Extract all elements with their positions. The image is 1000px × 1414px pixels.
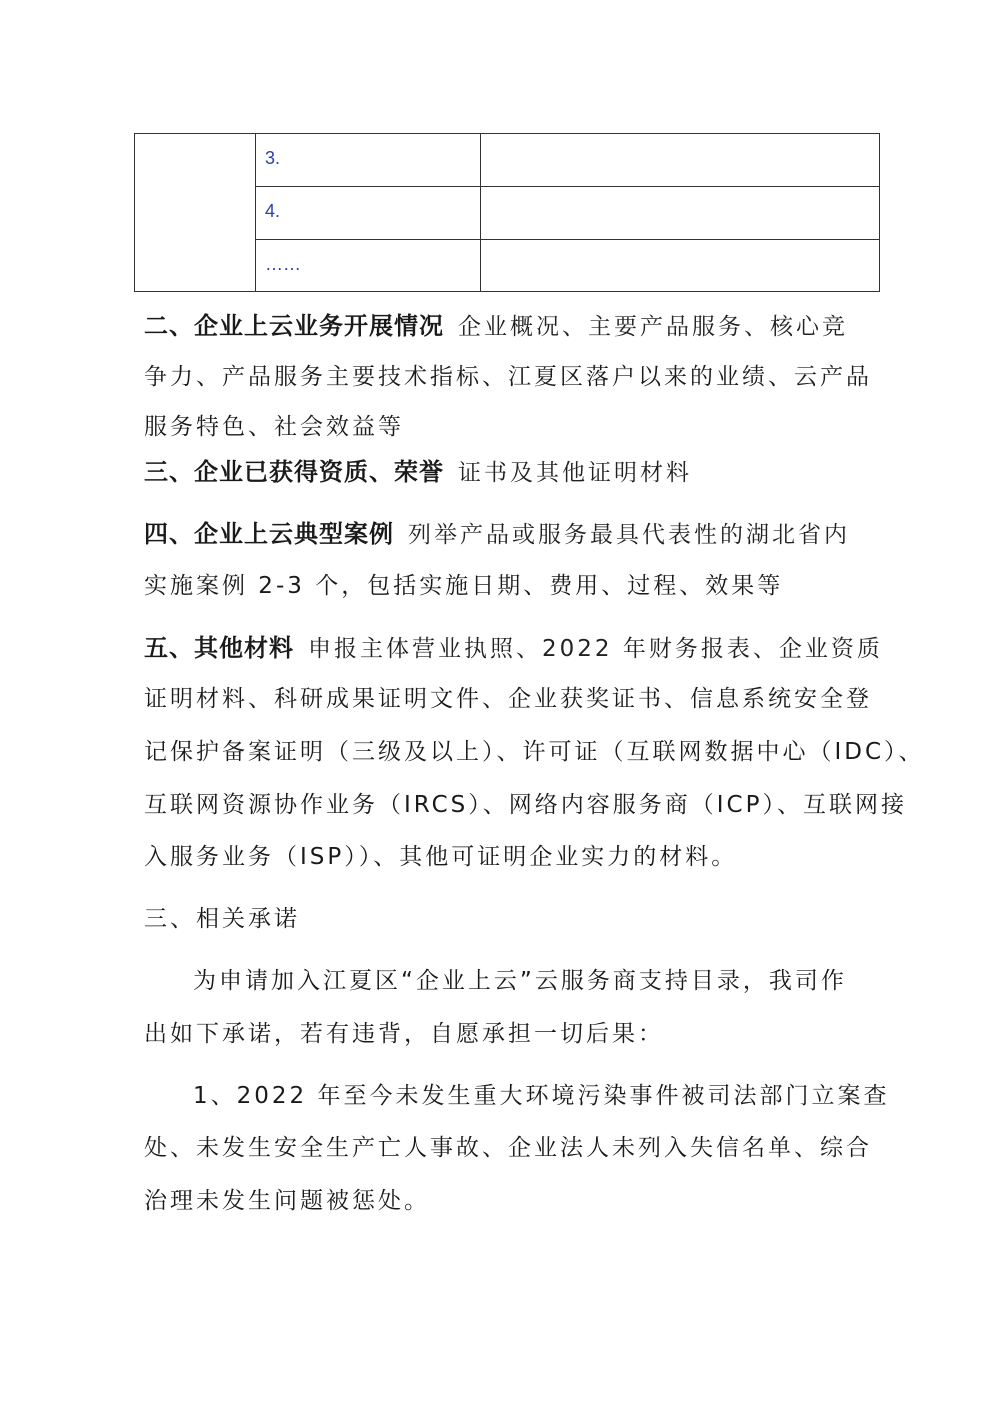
section-5-line-4: 互联网资源协作业务（IRCS）、网络内容服务商（ICP）、互联网接 [144, 792, 907, 818]
section-2-line-3: 服务特色、社会效益等 [144, 414, 404, 440]
commitment-intro-line-2: 出如下承诺，若有违背，自愿承担一切后果： [144, 1021, 664, 1047]
section-4-text: 列举产品或服务最具代表性的湖北省内 [408, 522, 850, 548]
section-3-text: 证书及其他证明材料 [458, 460, 692, 486]
section-5-line-3: 记保护备案证明（三级及以上）、许可证（互联网数据中心（IDC）、 [144, 739, 925, 765]
section-5-line-5: 入服务业务（ISP））、其他可证明企业实力的材料。 [144, 844, 738, 870]
commitment-item-1-line-2: 处、未发生安全生产亡人事故、企业法人未列入失信名单、综合 [144, 1135, 872, 1161]
table-row [256, 187, 879, 240]
section-4-line-1 [144, 522, 850, 547]
table-left-cell [135, 134, 256, 291]
table-row-number: 3. [256, 134, 481, 186]
commitment-heading: 三、相关承诺 [144, 906, 300, 932]
table-row-value [481, 240, 879, 291]
section-2-line-1 [144, 314, 848, 339]
commitment-intro-line-1: 为申请加入江夏区“企业上云”云服务商支持目录，我司作 [193, 968, 847, 994]
table-row-value [481, 187, 879, 239]
section-3-line-1 [144, 460, 692, 485]
table-row-number: 4. [256, 187, 481, 239]
section-2-text: 企业概况、主要产品服务、核心竞 [458, 314, 848, 340]
section-5-line-2: 证明材料、科研成果证明文件、企业获奖证书、信息系统安全登 [144, 686, 872, 712]
section-5-line-1 [144, 636, 883, 661]
table-row-value [481, 134, 879, 186]
info-table [134, 133, 880, 292]
section-3-heading: 三、企业已获得资质、荣誉 [144, 458, 444, 486]
table-row-number: …… [256, 240, 481, 291]
section-2-line-2: 争力、产品服务主要技术指标、江夏区落户以来的业绩、云产品 [144, 364, 872, 390]
table-row [256, 240, 879, 291]
section-4-line-2: 实施案例 2-3 个，包括实施日期、费用、过程、效果等 [144, 573, 784, 599]
table-row [256, 134, 879, 187]
section-4-heading: 四、企业上云典型案例 [144, 520, 394, 548]
section-5-heading: 五、其他材料 [144, 634, 294, 662]
commitment-item-1-line-3: 治理未发生问题被惩处。 [144, 1188, 430, 1214]
section-2-heading: 二、企业上云业务开展情况 [144, 312, 444, 340]
commitment-item-1-line-1: 1、2022 年至今未发生重大环境污染事件被司法部门立案查 [193, 1083, 890, 1109]
section-5-text: 申报主体营业执照、2022 年财务报表、企业资质 [308, 636, 883, 662]
